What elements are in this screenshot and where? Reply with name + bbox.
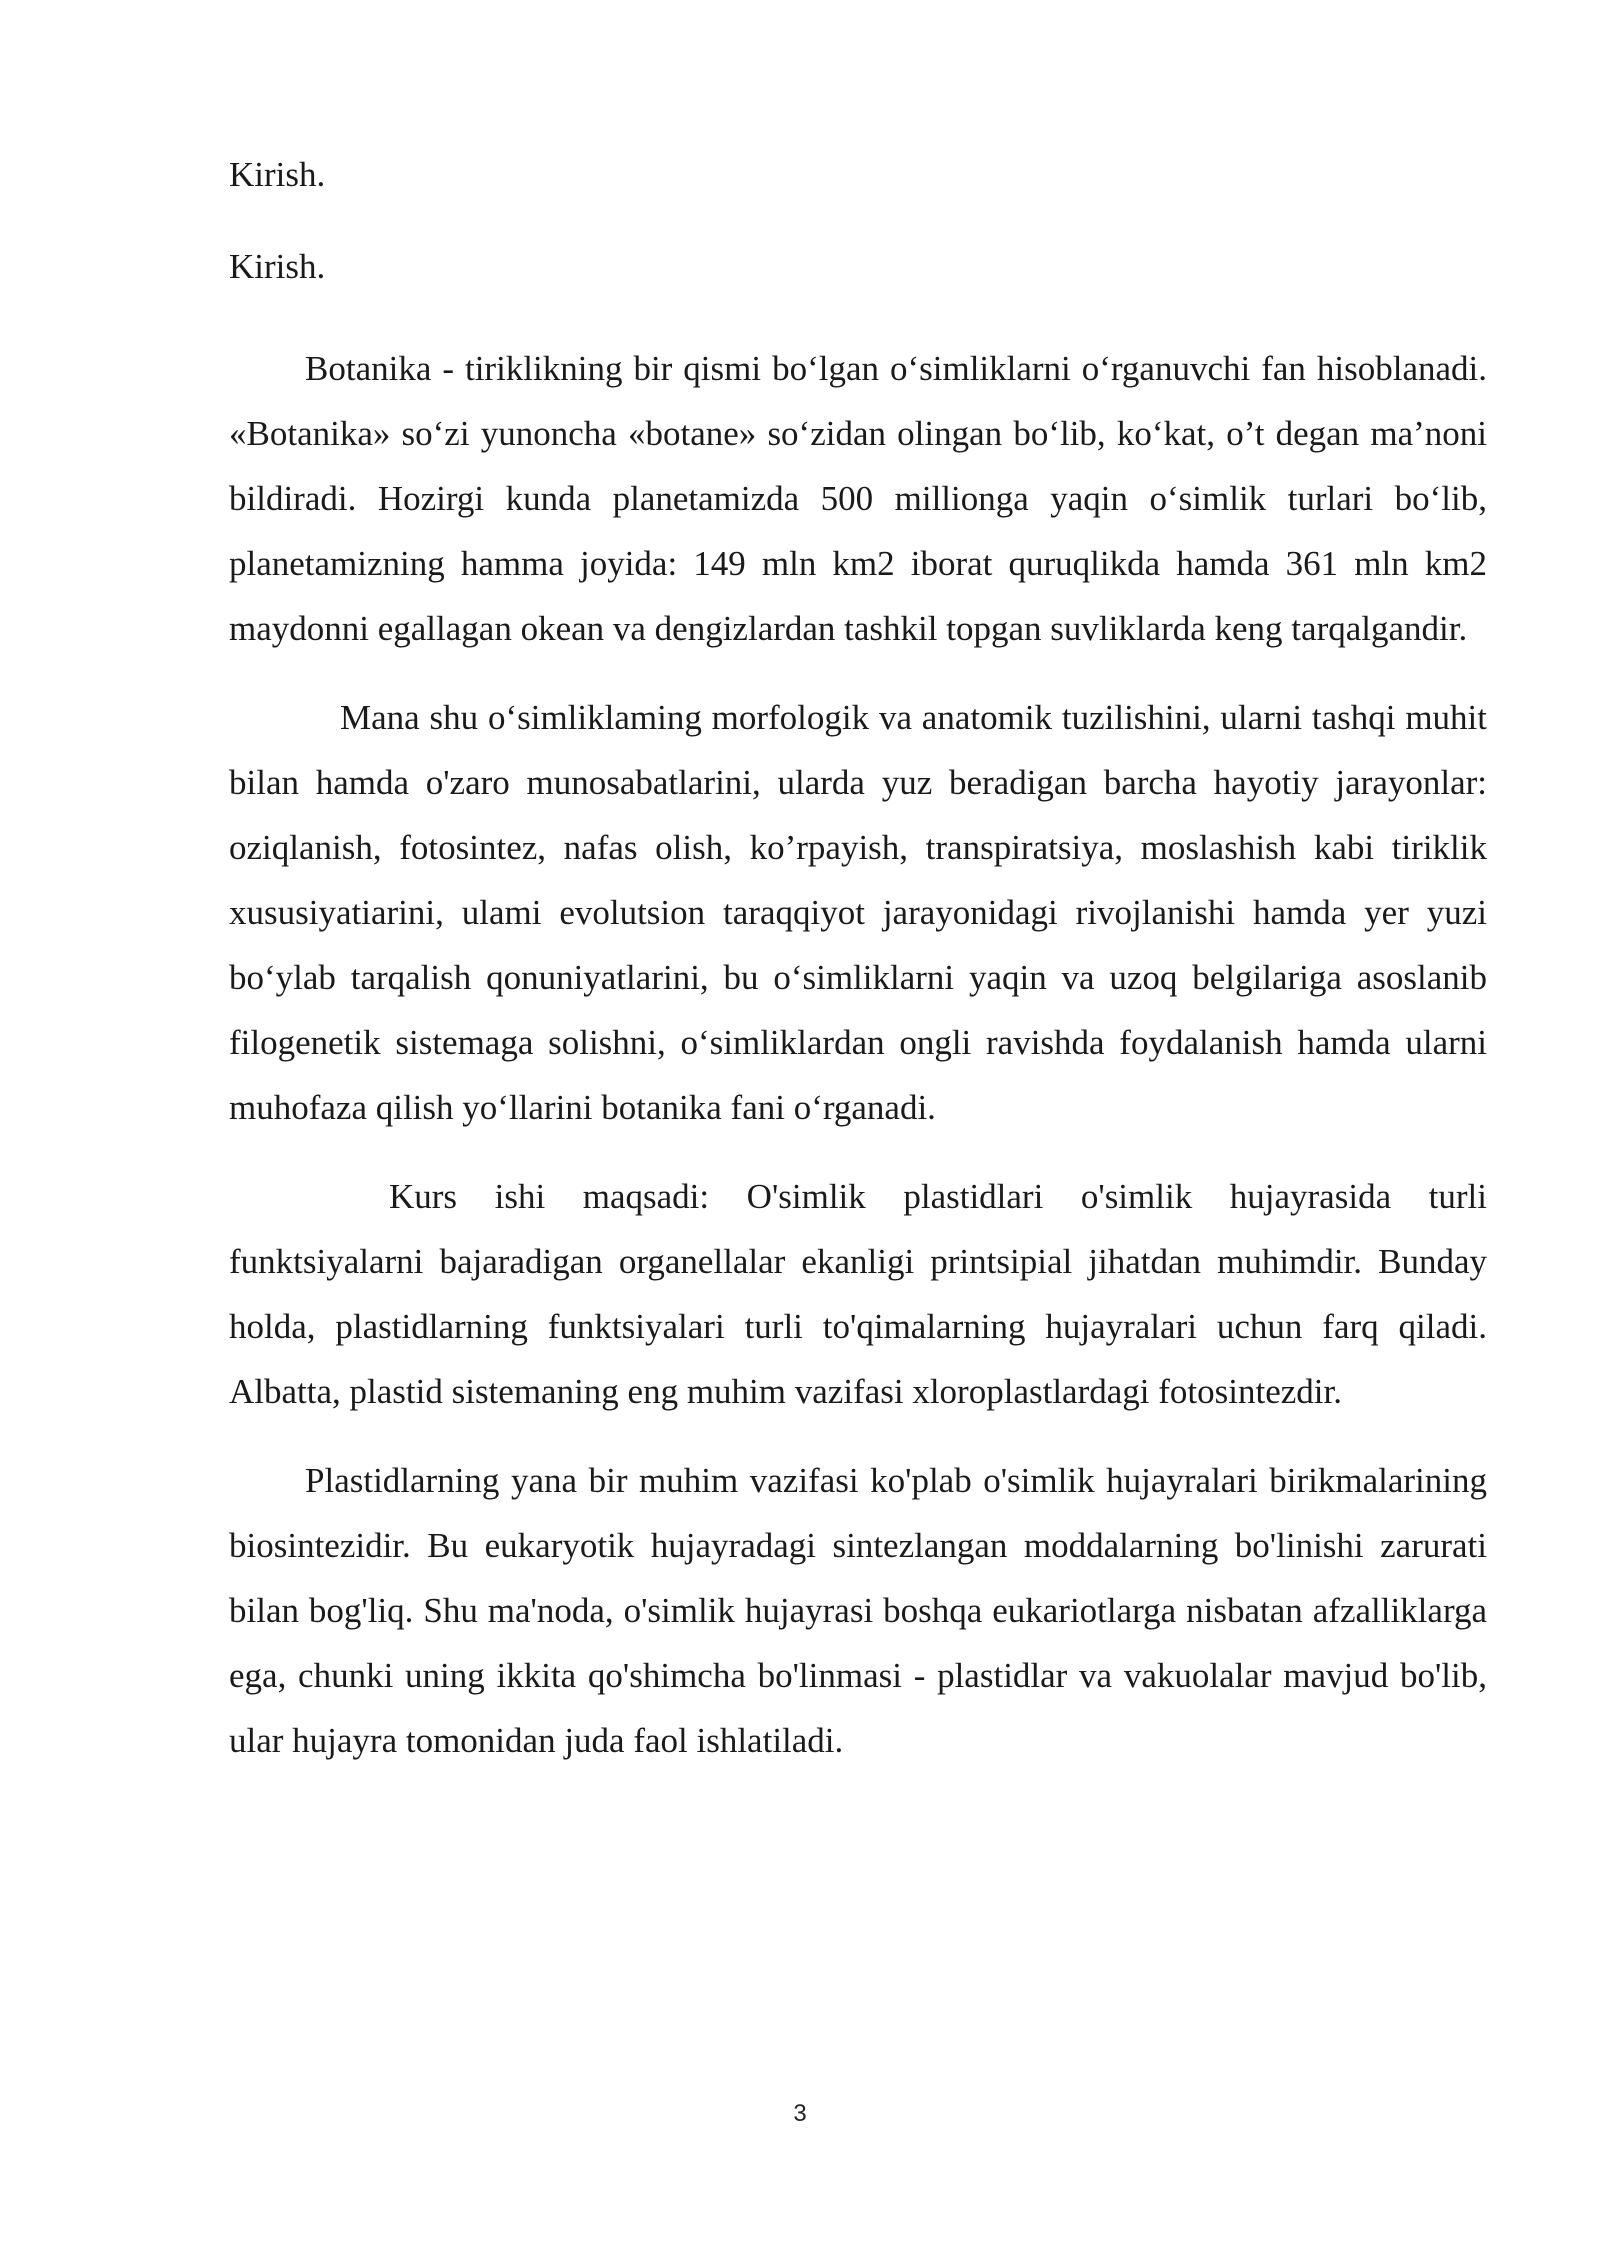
section-heading: Kirish.	[229, 155, 326, 194]
page-content	[229, 146, 1487, 1797]
paragraph-plastid-functions: Plastidlarning yana bir muhim vazifasi ko'plab o'simlik hujayralari birikmalarining biosintezidir. Bu eukaryotik hujayradagi sintezlangan moddalarning bo'linishi zarurati bilan bog'liq. Shu ma'noda, o'simlik hujayrasi boshqa eukariotlarga nisbatan afzalliklarga ega, chunki uning ikkita qo'shimcha bo'linmasi - plastidlar va vakuolalar mavjud bo'lib, ular hujayra tomonidan juda faol ishlatiladi.	[229, 1461, 1487, 1760]
paragraph-course-goal: Kurs ishi maqsadi: O'simlik plastidlari o'simlik hujayrasida turli funktsiyalarni bajaradigan organellalar ekanligi printsipial jihatdan muhimdir. Bunday holda, plastidlarning funktsiyalari turli to'qimalarning hujayralari uchun farq qiladi. Albatta, plastid sistemaning eng muhim vazifasi xloroplastlardagi fotosintezdir.	[229, 1177, 1487, 1411]
page-number: 3	[793, 2100, 807, 2127]
paragraph-botanika-scope: Mana shu o‘simliklaming morfologik va anatomik tuzilishini, ularni tashqi muhit bilan hamda o'zaro munosabatlarini, ularda yuz beradigan barcha hayotiy jarayonlar: oziqlanish, fotosintez, nafas olish, ko’rpayish, transpiratsiya, moslashish kabi tiriklik xususiyatiarini, ulami evolutsion taraqqiyot jarayonidagi rivojlanishi hamda yer yuzi bo‘ylab tarqalish qonuniyatlarini, bu o‘simliklarni yaqin va uzoq belgilariga asoslanib filogenetik sistemaga solishni, o‘simliklardan ongli ravishda foydalanish hamda ularni muhofaza qilish yo‘llarini botanika fani o‘rganadi.	[229, 698, 1487, 1127]
section-heading-repeat: Kirish.	[229, 247, 326, 286]
paragraph-botanika-intro: Botanika - tiriklikning bir qismi bo‘lgan o‘simliklarni o‘rganuvchi fan hisoblanadi. «Botanika» so‘zi yunoncha «botane» so‘zidan olingan bo‘lib, ko‘kat, o’t degan ma’noni bildiradi. Hozirgi kunda planetamizda 500 millionga yaqin o‘simlik turlari bo‘lib, planetamizning hamma joyida: 149 mln km2 iborat quruqlikda hamda 361 mln km2 maydonni egallagan okean va dengizlardan tashkil topgan suvliklarda keng tarqalgandir.	[229, 349, 1487, 648]
